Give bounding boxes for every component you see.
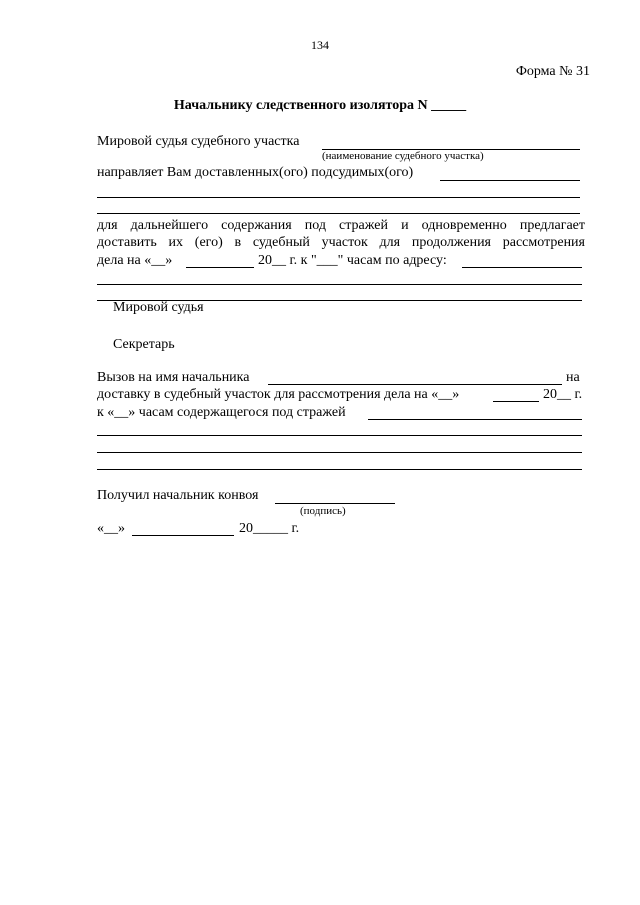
signature-judge: Мировой судья — [113, 300, 204, 315]
call-line-2a: доставку в судебный участок для рассмотрения дела на «__» — [97, 387, 460, 402]
receipt-line: Получил начальник конвоя — [97, 488, 259, 503]
signature-secretary: Секретарь — [113, 337, 175, 352]
address-field-line-2[interactable] — [97, 284, 582, 285]
defendants-field[interactable] — [440, 180, 580, 181]
detainee-field-line-2[interactable] — [97, 435, 582, 436]
defendants-field-line-2[interactable] — [97, 197, 580, 198]
receipt-date-month-field[interactable] — [132, 535, 234, 536]
detainee-field-line-4[interactable] — [97, 469, 582, 470]
defendants-field-line-3[interactable] — [97, 213, 580, 214]
call-line-2b: 20__ г. — [543, 387, 583, 402]
address-field[interactable] — [462, 267, 582, 268]
form-label: Форма № 31 — [515, 64, 590, 79]
call-line-1a: Вызов на имя начальника — [97, 370, 250, 385]
sends-line-label: направляет Вам доставленных(ого) подсудимых(ого) — [97, 165, 414, 180]
chief-name-field[interactable] — [268, 384, 562, 385]
para-line-1: для дальнейшего содержания под стражей и одновременно предлагает — [97, 218, 585, 233]
detainee-field-line-3[interactable] — [97, 452, 582, 453]
detainee-field[interactable] — [368, 419, 582, 420]
para-line-3a: дела на «__» — [97, 253, 173, 268]
call-date-month-field[interactable] — [493, 401, 539, 402]
convoy-signature-field[interactable] — [275, 503, 395, 504]
para-line-2: доставить их (его) в судебный участок для продолжения рассмотрения — [97, 235, 585, 250]
addressee-title: Начальнику следственного изолятора N _____ — [173, 98, 467, 113]
court-district-caption: (наименование судебного участка) — [322, 150, 484, 162]
date-month-field[interactable] — [186, 267, 254, 268]
call-line-1b: на — [566, 370, 580, 385]
page-number: 134 — [311, 38, 329, 52]
judge-line-label: Мировой судья судебного участка — [97, 134, 300, 149]
signature-caption: (подпись) — [300, 505, 346, 517]
receipt-date-b: 20_____ г. — [239, 521, 300, 536]
call-line-3a: к «__» часам содержащегося под стражей — [97, 405, 346, 420]
receipt-date-a: «__» — [97, 521, 125, 536]
para-line-3b: 20__ г. к "___" часам по адресу: — [258, 253, 447, 268]
